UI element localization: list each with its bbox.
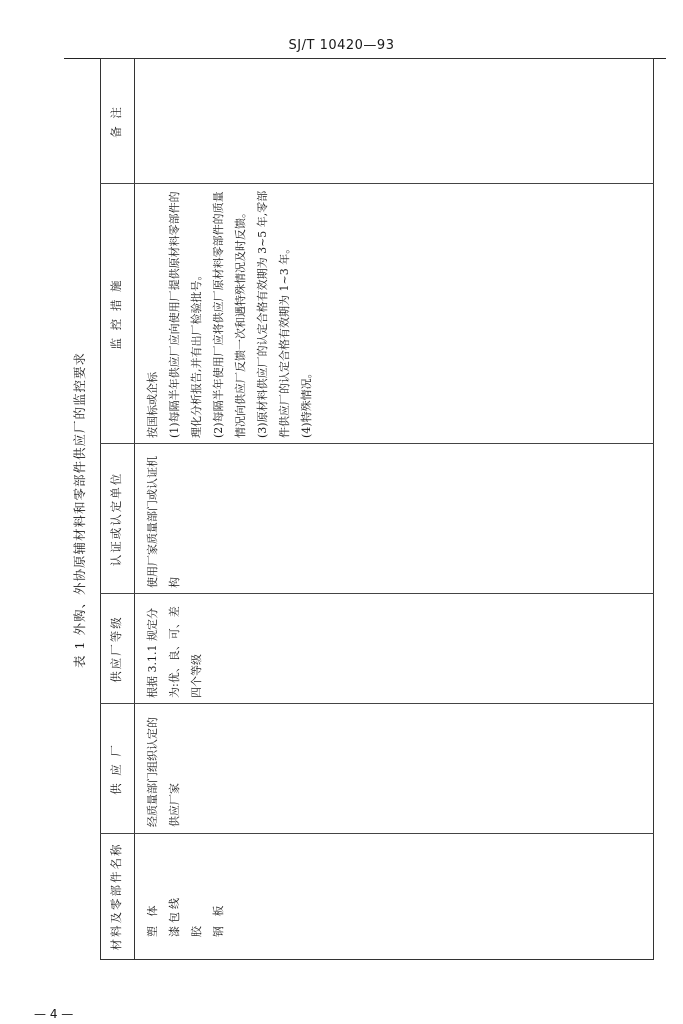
supplier-grade-cell xyxy=(142,598,208,698)
header-material-name: 材料及零部件名称 xyxy=(109,842,123,951)
header-supplier-grade: 供应厂等级 xyxy=(109,615,123,683)
column-divider xyxy=(100,703,654,704)
page-number: — 4 — xyxy=(34,1007,74,1021)
measure-item: (1)每隔半年供应厂应向使用厂提供原材料零部件的理化分析报告,并有出厂检验批号。 xyxy=(168,191,203,438)
header-certifier: 认证或认定单位 xyxy=(109,471,123,567)
material-list-cell xyxy=(142,837,230,937)
list-item: 钢 板 xyxy=(212,902,225,937)
table-title: 表 1 外购、外协原辅材料和零部件供应厂的监控要求 xyxy=(72,352,87,668)
list-item: 胶 xyxy=(190,923,203,937)
table-top-rule xyxy=(100,59,101,959)
measure-item: (3)原材料供应厂的认定合格有效期为 3~5 年,零部件供应厂的认定合格有效期为 1~3 年。 xyxy=(256,190,291,438)
supplier-control-table xyxy=(100,58,654,960)
supplier-text: 经质量部门组织认定的供应厂家 xyxy=(146,717,181,827)
header-remarks: 备 注 xyxy=(109,105,123,138)
measure-item: (2)每隔半年使用厂应将供应厂原材料零部件的质量情况向供应厂反馈一次和遇特殊情况及时反馈。 xyxy=(212,191,247,438)
supplier-grade-text: 根据 3.1.1 规定分为:优、良、可、差四个等级 xyxy=(146,606,203,698)
supplier-cell xyxy=(142,709,186,827)
control-measures-cell xyxy=(142,188,318,438)
measure-item: (4)特殊情况。 xyxy=(300,367,313,438)
material-list xyxy=(142,837,230,937)
column-divider xyxy=(100,833,654,834)
list-item: 漆包线 xyxy=(168,895,181,937)
header-supplier: 供 应 厂 xyxy=(109,743,123,795)
table-bottom-rule xyxy=(653,59,654,959)
column-divider xyxy=(100,593,654,594)
certifier-cell xyxy=(142,448,186,588)
certifier-text: 使用厂家质量部门或认证机构 xyxy=(146,456,181,588)
column-divider xyxy=(100,443,654,444)
column-divider xyxy=(100,183,654,184)
list-item: 塑 体 xyxy=(146,902,159,937)
header-control-measures: 监 控 措 施 xyxy=(109,278,123,350)
rotated-table-area xyxy=(66,60,656,960)
measure-item: 按国标或企标 xyxy=(146,372,159,438)
standard-number: SJ/T 10420—93 xyxy=(288,38,395,53)
header-rule-2 xyxy=(134,59,135,959)
